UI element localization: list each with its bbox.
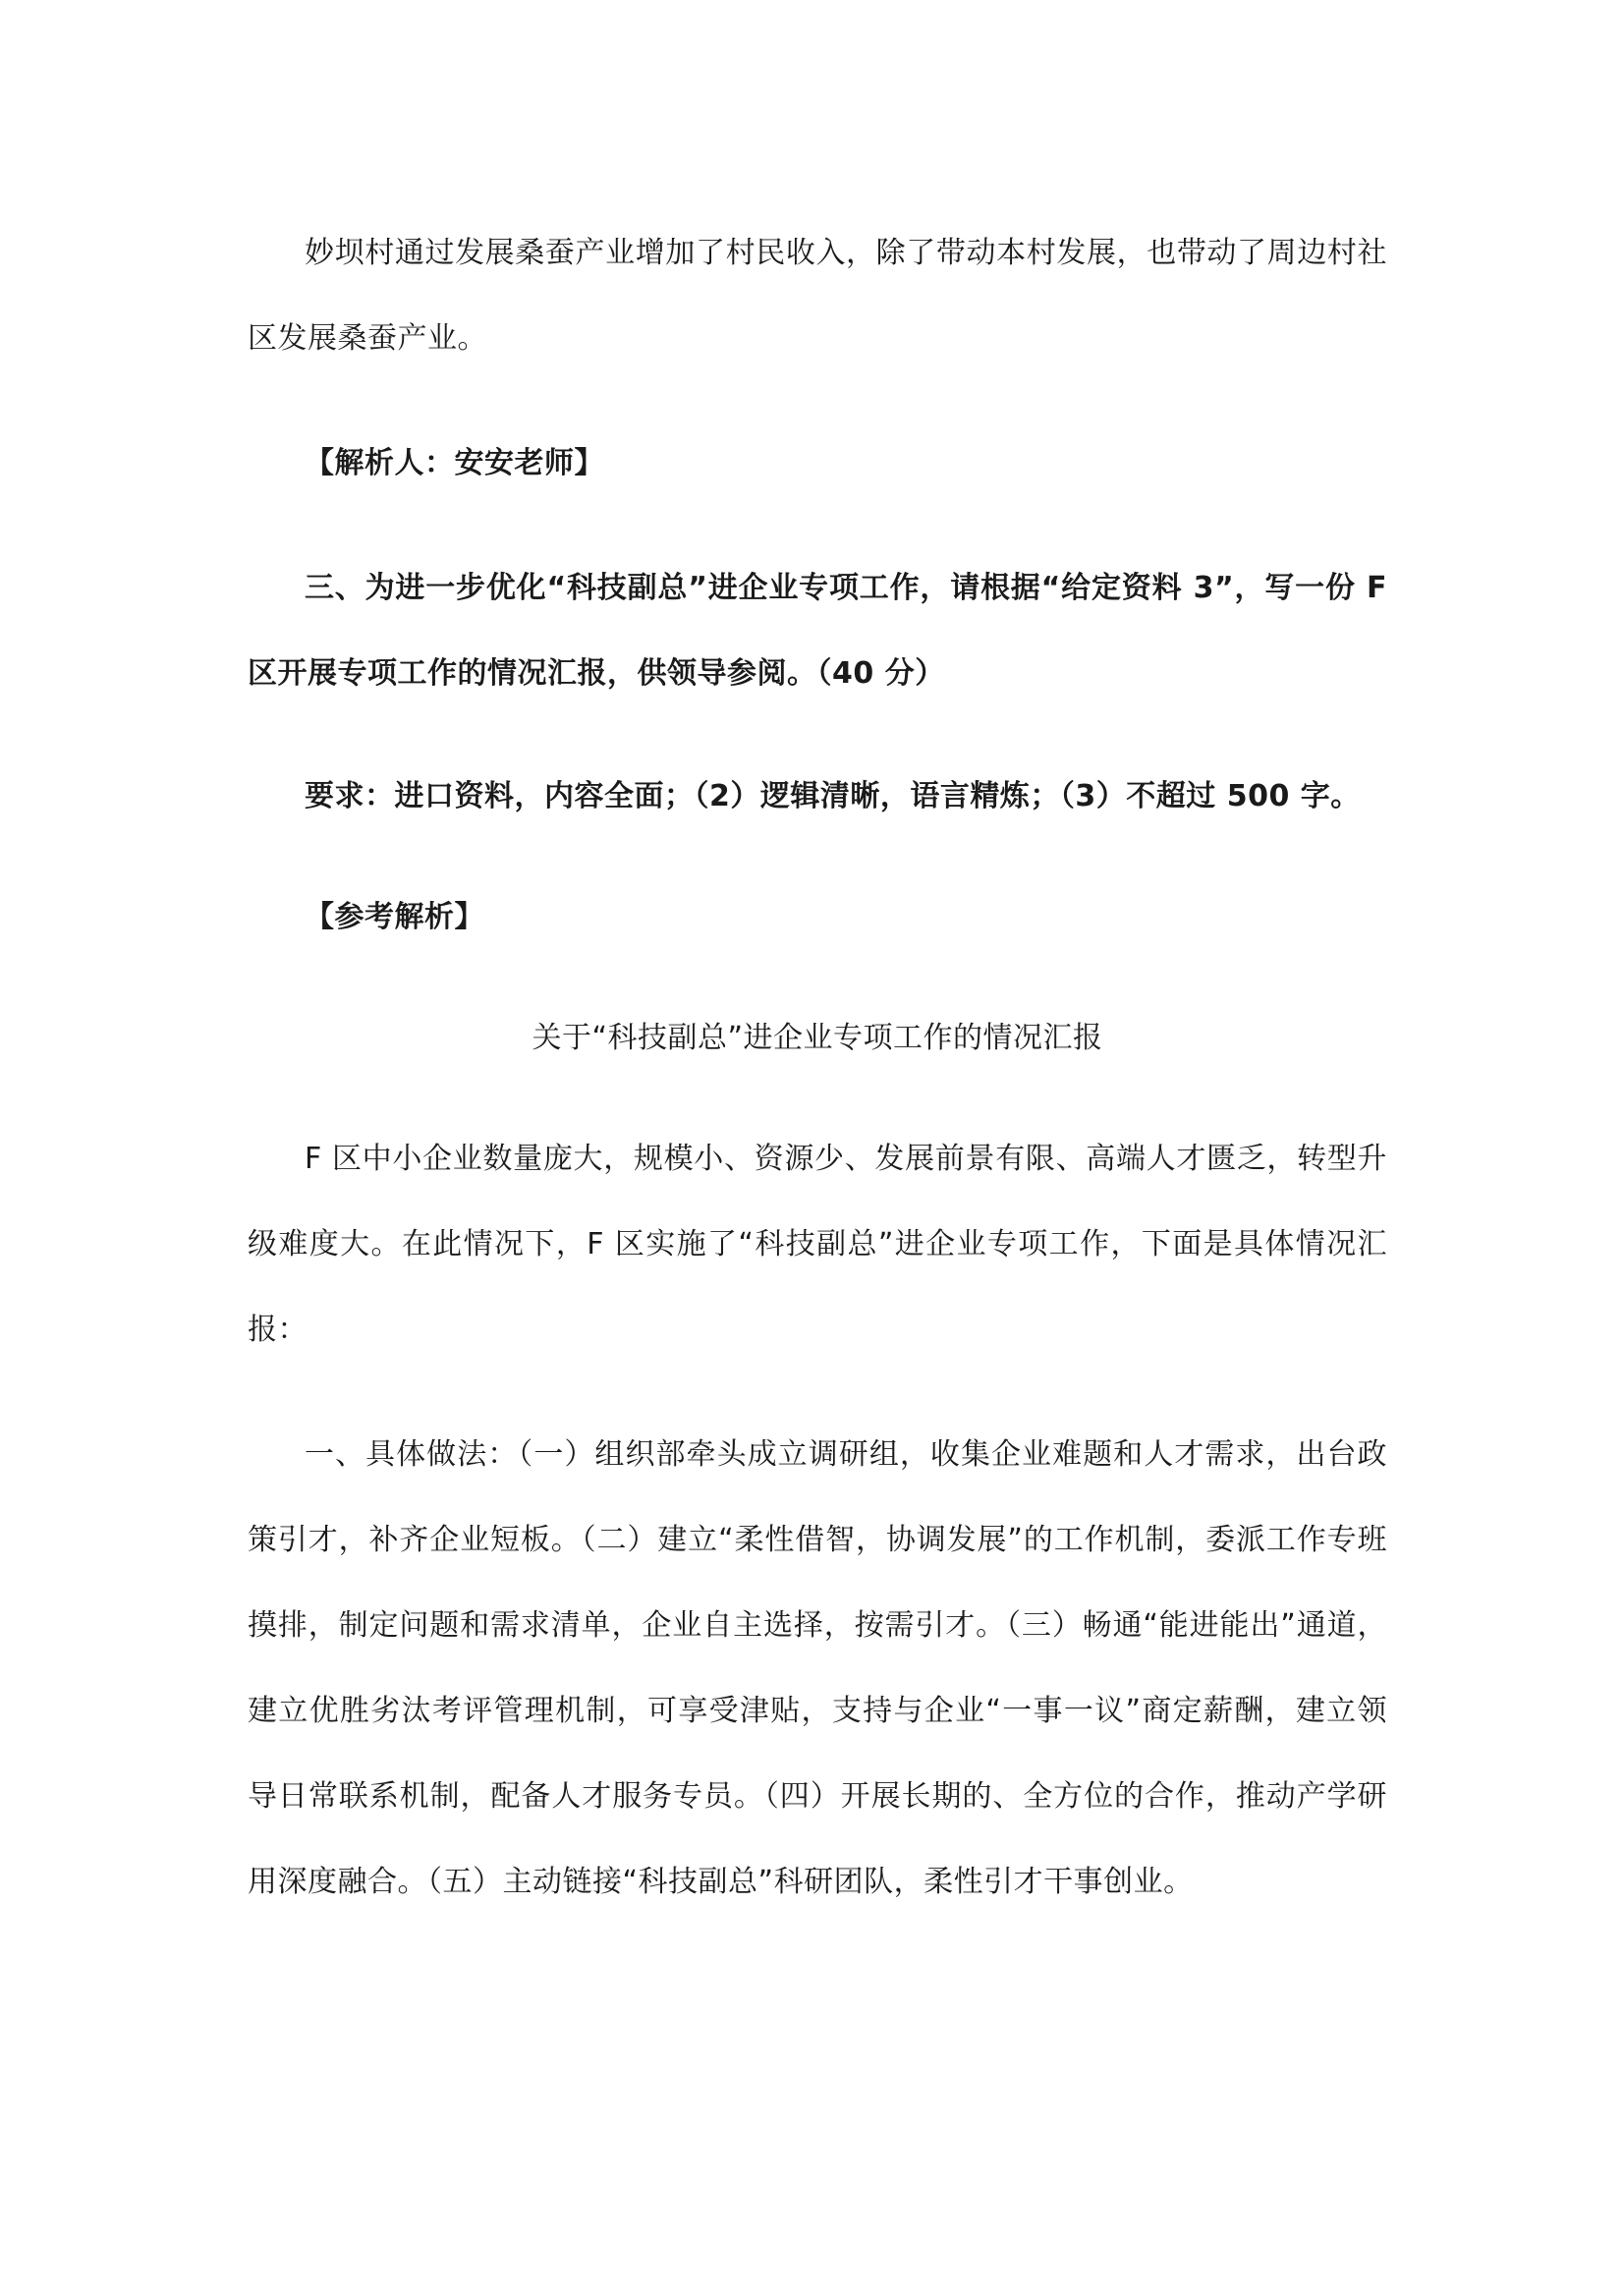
question-three: 三、为进一步优化“科技副总”进企业专项工作，请根据“给定资料 3”，写一份 F 区开展专项工作的情况汇报，供领导参阅。（40 分） [248,571,1387,691]
paragraph-background: F 区中小企业数量庞大，规模小、资源少、发展前景有限、高端人才匮乏，转型升级难度大。在此情况下，F 区实施了“科技副总”进企业专项工作，下面是具体情况汇报： [248,1142,1387,1347]
question-requirements: 要求：进口资料，内容全面；（2）逻辑清晰，语言精炼；（3）不超过 500 字。 [305,779,1361,813]
document-body [248,210,1387,1925]
paragraph-village-summary: 妙坝村通过发展桑蚕产业增加了村民收入，除了带动本村发展，也带动了周边村社区发展桑蚕产业。 [248,236,1387,356]
report-title: 关于“科技副总”进企业专项工作的情况汇报 [532,1021,1103,1055]
reference-analysis-heading: 【参考解析】 [305,900,484,934]
paragraph-specific-measures: 一、具体做法：（一）组织部牵头成立调研组，收集企业难题和人才需求，出台政策引才，补齐企业短板。（二）建立“柔性借智，协调发展”的工作机制，委派工作专班摸排，制定问题和需求清单，企业自主选择，按需引才。（三）畅通“能进能出”通道，建立优胜劣汰考评管理机制，可享受津贴，支持与企业“一事一议”商定薪酬，建立领导日常联系机制，配备人才服务专员。（四）开展长期的、全方位的合作，推动产学研用深度融合。（五）主动链接“科技副总”科研团队，柔性引才干事创业。 [248,1437,1387,1899]
analyst-credit: 【解析人：安安老师】 [305,446,604,480]
